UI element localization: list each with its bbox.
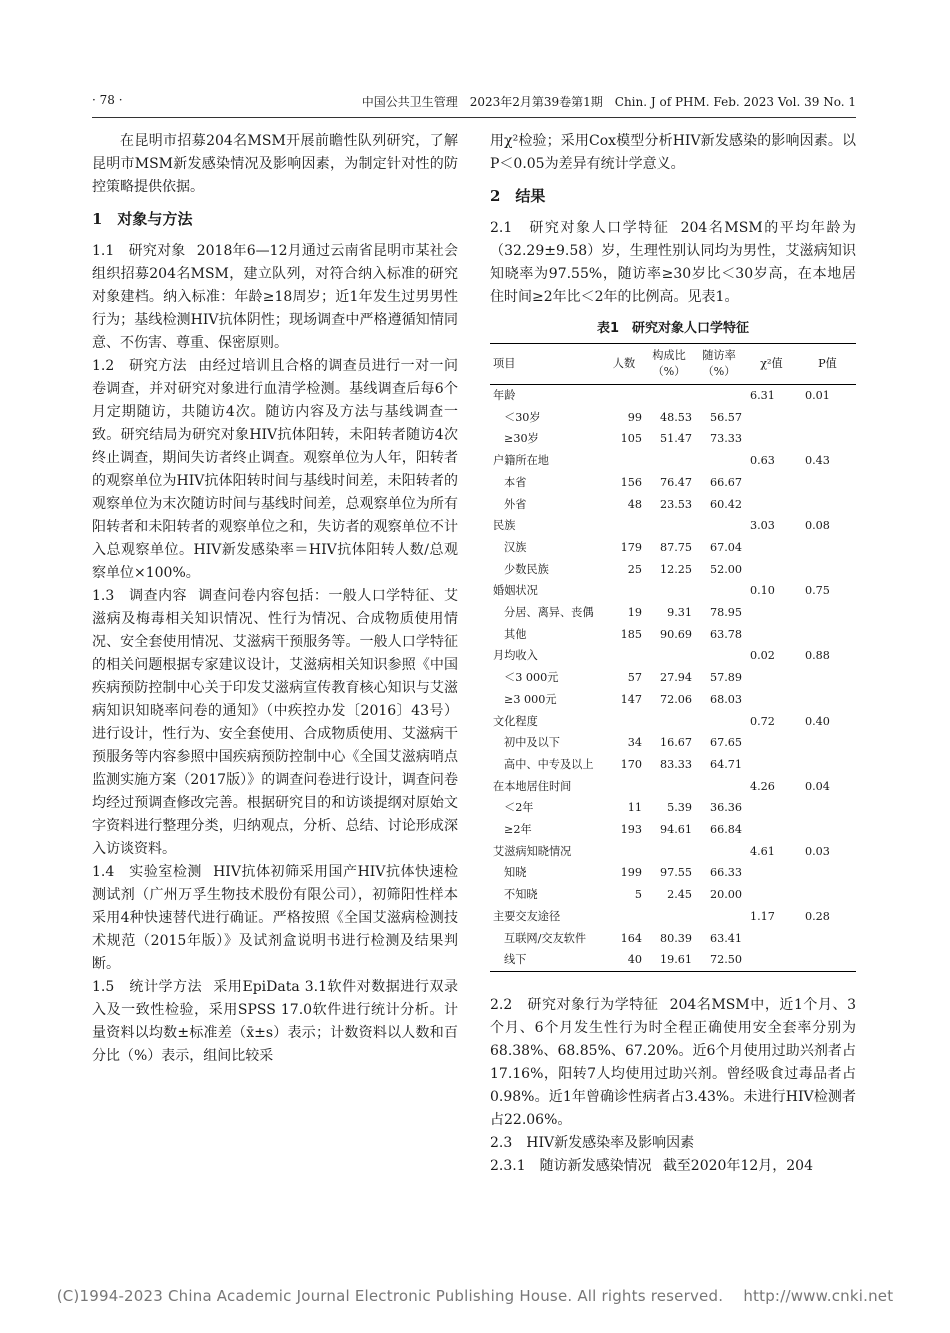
section-1-3-text: 调查问卷内容包括：一般人口学特征、艾滋病及梅毒相关知识情况、性行为情况、合成物质使用情况、安全套使用情况、艾滋病干预服务等。一般人口学特征的相关问题根据专家建议设计，艾滋病相关知识参照《中国疾病预防控制中心关于印发艾滋病宣传教育核心知识与艾滋病知识知晓率问卷的通知》（中疾控办发〔2016〕43号）进行设计，性行为、安全套使用、合成物质使用、艾滋病干预服务等内容参照中国疾病预防控制中心《全国艾滋病哨点监测实施方案（2017版）》的调查问卷进行设计，调查问卷均经过预调查修改完善。根据研究目的和访谈提纲对原始文字资料进行整理分类，归纳观点，分析、总结、讨论形成深入访谈资料。	[92, 588, 459, 857]
col-header-count: 人数	[612, 357, 636, 370]
section-1-3-label: 1.3 调查内容	[92, 588, 188, 604]
count-value: 193	[620, 823, 642, 837]
count-value: 5	[634, 888, 642, 902]
table-row	[490, 862, 856, 884]
table-group-row	[490, 450, 856, 472]
followup-value: 78.95	[709, 606, 742, 620]
section-1-5-label: 1.5 统计学方法	[92, 979, 203, 995]
chi-value: 6.31	[750, 389, 775, 402]
journal-info: 中国公共卫生管理 2023年2月第39卷第1期 Chin. J of PHM. Feb. 2023 Vol. 39 No. 1	[361, 95, 856, 109]
count-value: 199	[620, 866, 642, 880]
ratio-value: 5.39	[667, 801, 692, 815]
followup-value: 66.33	[709, 866, 742, 880]
row-label: 初中及以下	[504, 736, 560, 750]
followup-value: 63.41	[709, 931, 742, 945]
section-2-2-text: 204名MSM中，近1个月、3个月、6个月发生性行为时全程正确使用安全套率分别为68.38%、68.85%、67.20%。近6个月使用过助兴剂者占17.16%，阳转7人均使用过助兴剂。曾经吸食过毒品者占0.98%。近1年曾确诊性病者占3.43%。未进行HIV检测者占22.06%。	[490, 996, 857, 1128]
count-value: 179	[620, 540, 642, 554]
section-2-title: 2 结果	[490, 187, 546, 205]
group-label: 文化程度	[493, 714, 538, 728]
row-label: 外省	[504, 497, 527, 511]
table-row	[490, 624, 856, 646]
ratio-value: 23.53	[659, 497, 692, 511]
section-2-3-title: 2.3 HIV新发感染率及影响因素	[490, 1134, 695, 1151]
section-1-5	[92, 976, 458, 1068]
ratio-value: 2.45	[667, 888, 692, 902]
chi-value: 3.03	[750, 519, 775, 533]
ratio-value: 72.06	[659, 692, 692, 706]
chi-value: 4.61	[750, 844, 775, 858]
section-1-1-text: 2018年6—12月通过云南省昆明市某社会组织招募204名MSM，建立队列，对符合纳入标准的研究对象建档。纳入标准：年龄≥18周岁；近1年发生过男男性行为；基线检测HIV抗体阴性；现场调查中严格遵循知情同意、不伤害、尊重、保密原则。	[92, 243, 458, 351]
ratio-value: 97.55	[659, 866, 692, 880]
p-value: 0.01	[805, 389, 830, 402]
ratio-value: 51.47	[659, 432, 692, 446]
section-1-4-label: 1.4 实验室检测	[92, 864, 202, 880]
row-label: 分居、离异、丧偶	[504, 606, 594, 620]
ratio-value: 87.75	[659, 540, 692, 554]
section-1-4-text: HIV抗体初筛采用国产HIV抗体快速检测试剂（广州万孚生物技术股份有限公司），初筛阳性样本采用4种快速替代进行确证。严格按照《全国艾滋病检测技术规范（2015年版）》及试剂盒说明书进行检测及结果判断。	[92, 864, 459, 972]
count-value: 147	[620, 692, 642, 706]
ratio-value: 48.53	[659, 410, 692, 424]
table-row	[490, 494, 856, 516]
ratio-value: 27.94	[659, 671, 692, 685]
left-column	[92, 130, 458, 1068]
group-label: 户籍所在地	[493, 454, 549, 468]
section-1-1-label: 1.1 研究对象	[92, 243, 186, 259]
ratio-value: 83.33	[659, 757, 692, 771]
section-1-5-text: 采用EpiData 3.1软件对数据进行双录入及一致性检验，采用SPSS 17.0软件进行统计分析。计量资料以均数±标准差（x̄±s）表示；计数资料以人数和百分比（%）表示，组间比较采	[92, 979, 459, 1064]
table-group-row	[490, 776, 856, 798]
section-1-3	[92, 585, 458, 861]
table-row	[490, 819, 856, 841]
methods-continuation: 用χ²检验；采用Cox模型分析HIV新发感染的影响因素。以P＜0.05为差异有统计学意义。	[490, 133, 856, 172]
table-group-row	[490, 580, 856, 602]
count-value: 40	[627, 953, 642, 967]
row-label: ＜3 000元	[504, 671, 559, 685]
section-2-3-1-label: 2.3.1 随访新发感染情况	[490, 1157, 652, 1174]
col-header-p: P值	[818, 357, 837, 370]
row-label: ≥3 000元	[504, 692, 557, 706]
group-label: 月均收入	[493, 649, 538, 663]
followup-value: 20.00	[709, 888, 742, 902]
row-label: 线下	[504, 953, 527, 967]
section-2-2-label: 2.2 研究对象行为学特征	[490, 996, 659, 1013]
table-1	[490, 343, 856, 972]
col-header-ratio: 构成比 （%）	[652, 349, 686, 378]
followup-value: 67.65	[709, 736, 742, 750]
running-header	[92, 93, 856, 115]
table-header-row	[490, 344, 856, 385]
table-row	[490, 928, 856, 950]
p-value: 0.40	[805, 714, 830, 728]
section-2-1-label: 2.1 研究对象人口学特征	[490, 220, 670, 236]
chi-value: 0.72	[750, 714, 775, 728]
group-label: 在本地居住时间	[493, 779, 572, 793]
chi-value: 4.26	[750, 779, 775, 793]
col-header-chi: χ²值	[760, 357, 783, 370]
p-value: 0.04	[805, 779, 830, 793]
table-group-row	[490, 515, 856, 537]
table-row	[490, 949, 856, 971]
followup-value: 56.57	[709, 410, 742, 424]
row-label: 汉族	[504, 540, 527, 554]
count-value: 156	[620, 475, 642, 489]
ratio-value: 19.61	[659, 953, 692, 967]
p-value: 0.08	[805, 519, 830, 533]
group-label: 艾滋病知晓情况	[493, 844, 572, 858]
intro-paragraph: 在昆明市招募204名MSM开展前瞻性队列研究，了解昆明市MSM新发感染情况及影响因素，为制定针对性的防控策略提供依据。	[92, 133, 458, 195]
table-row	[490, 689, 856, 711]
table-row	[490, 797, 856, 819]
group-label: 主要交友途径	[493, 909, 561, 923]
row-label: ≥30岁	[504, 432, 539, 446]
p-value: 0.75	[805, 584, 830, 598]
group-label: 民族	[493, 519, 516, 533]
ratio-value: 90.69	[659, 627, 692, 641]
ratio-value: 76.47	[659, 475, 692, 489]
table-group-row	[490, 711, 856, 733]
table-row	[490, 732, 856, 754]
chi-value: 1.17	[750, 909, 775, 923]
table-1-body	[490, 385, 856, 972]
count-value: 164	[620, 931, 642, 945]
count-value: 11	[627, 801, 642, 815]
followup-value: 52.00	[709, 562, 742, 576]
row-label: 知晓	[504, 866, 527, 880]
followup-value: 64.71	[709, 757, 742, 771]
right-column	[490, 130, 856, 1178]
followup-value: 66.84	[709, 823, 742, 837]
table-row	[490, 754, 856, 776]
section-2-2	[490, 994, 856, 1132]
row-label: 高中、中专及以上	[504, 757, 594, 771]
table-group-row	[490, 385, 856, 407]
col-header-followup: 随访率 （%）	[702, 349, 736, 378]
count-value: 99	[627, 410, 642, 424]
ratio-value: 16.67	[659, 736, 692, 750]
ratio-value: 12.25	[659, 562, 692, 576]
followup-value: 72.50	[709, 953, 742, 967]
table-group-row	[490, 841, 856, 863]
count-value: 25	[627, 562, 642, 576]
row-label: 不知晓	[504, 888, 538, 902]
section-1-4	[92, 861, 458, 976]
followup-value: 63.78	[709, 627, 742, 641]
chi-value: 0.02	[750, 649, 775, 663]
table-row	[490, 537, 856, 559]
col-header-item: 项目	[493, 357, 516, 370]
section-2-3-1	[490, 1155, 856, 1178]
row-label: ＜2年	[504, 801, 534, 815]
section-2-1-text: 204名MSM的平均年龄为（32.29±9.58）岁，生理性别认同均为男性，艾滋病知识知晓率为97.55%，随访率≥30岁比＜30岁高，在本地居住时间≥2年比＜2年的比例高。见表1。	[490, 220, 857, 305]
table-row	[490, 602, 856, 624]
row-label: 少数民族	[504, 562, 549, 576]
ratio-value: 9.31	[667, 606, 692, 620]
copyright-footer: (C)1994-2023 China Academic Journal Electronic Publishing House. All rights reserved. http://www.cnki.net	[56, 1287, 894, 1305]
p-value: 0.03	[805, 844, 830, 858]
count-value: 105	[620, 432, 642, 446]
table-row	[490, 884, 856, 906]
row-label: 本省	[504, 475, 527, 489]
chi-value: 0.63	[750, 454, 775, 468]
followup-value: 57.89	[709, 671, 742, 685]
row-label: ≥2年	[504, 823, 532, 837]
followup-value: 36.36	[709, 801, 742, 815]
count-value: 57	[627, 671, 642, 685]
p-value: 0.43	[805, 454, 830, 468]
section-1-2-label: 1.2 研究方法	[92, 358, 188, 374]
header-rule	[92, 117, 856, 118]
count-value: 34	[627, 736, 642, 750]
section-2-1	[490, 217, 856, 309]
group-label: 婚姻状况	[493, 584, 538, 598]
ratio-value: 80.39	[659, 931, 692, 945]
row-label: ＜30岁	[504, 410, 541, 424]
row-label: 互联网/交友软件	[504, 931, 587, 945]
chi-value: 0.10	[750, 584, 775, 598]
count-value: 170	[620, 757, 642, 771]
group-label: 年龄	[493, 389, 516, 402]
p-value: 0.28	[805, 909, 830, 923]
page-number: · 78 ·	[92, 93, 123, 107]
table-row	[490, 559, 856, 581]
ratio-value: 94.61	[659, 823, 692, 837]
section-1-2-text: 由经过培训且合格的调查员进行一对一问卷调查，并对研究对象进行血清学检测。基线调查后每6个月定期随访，共随访4次。随访内容及方法与基线调查一致。研究结局为研究对象HIV抗体阳转，未阳转者随访4次终止调查，期间失访者终止调查。观察单位为人年，阳转者的观察单位为HIV抗体阳转时间与基线时间差，未阳转者的观察单位为末次随访时间与基线时间差，总观察单位为所有阳转者和未阳转者的观察单位之和，失访者的观察单位不计入总观察单位。HIV新发感染率＝HIV抗体阳转人数/总观察单位×100%。	[92, 358, 459, 581]
followup-value: 60.42	[709, 497, 742, 511]
table-1-caption: 表1 研究对象人口学特征	[596, 321, 750, 336]
section-1-1	[92, 240, 458, 355]
table-row	[490, 428, 856, 450]
followup-value: 66.67	[709, 475, 742, 489]
followup-value: 73.33	[709, 432, 742, 446]
section-1-2	[92, 355, 458, 585]
table-row	[490, 472, 856, 494]
table-group-row	[490, 906, 856, 928]
followup-value: 67.04	[709, 540, 742, 554]
table-row	[490, 667, 856, 689]
table-row	[490, 407, 856, 429]
followup-value: 68.03	[709, 692, 742, 706]
table-group-row	[490, 645, 856, 667]
row-label: 其他	[504, 627, 527, 641]
count-value: 19	[627, 606, 642, 620]
section-2-3-1-text: 截至2020年12月，204	[662, 1157, 813, 1174]
count-value: 185	[620, 627, 642, 641]
section-1-title: 1 对象与方法	[92, 210, 193, 228]
count-value: 48	[627, 497, 642, 511]
p-value: 0.88	[805, 649, 830, 663]
